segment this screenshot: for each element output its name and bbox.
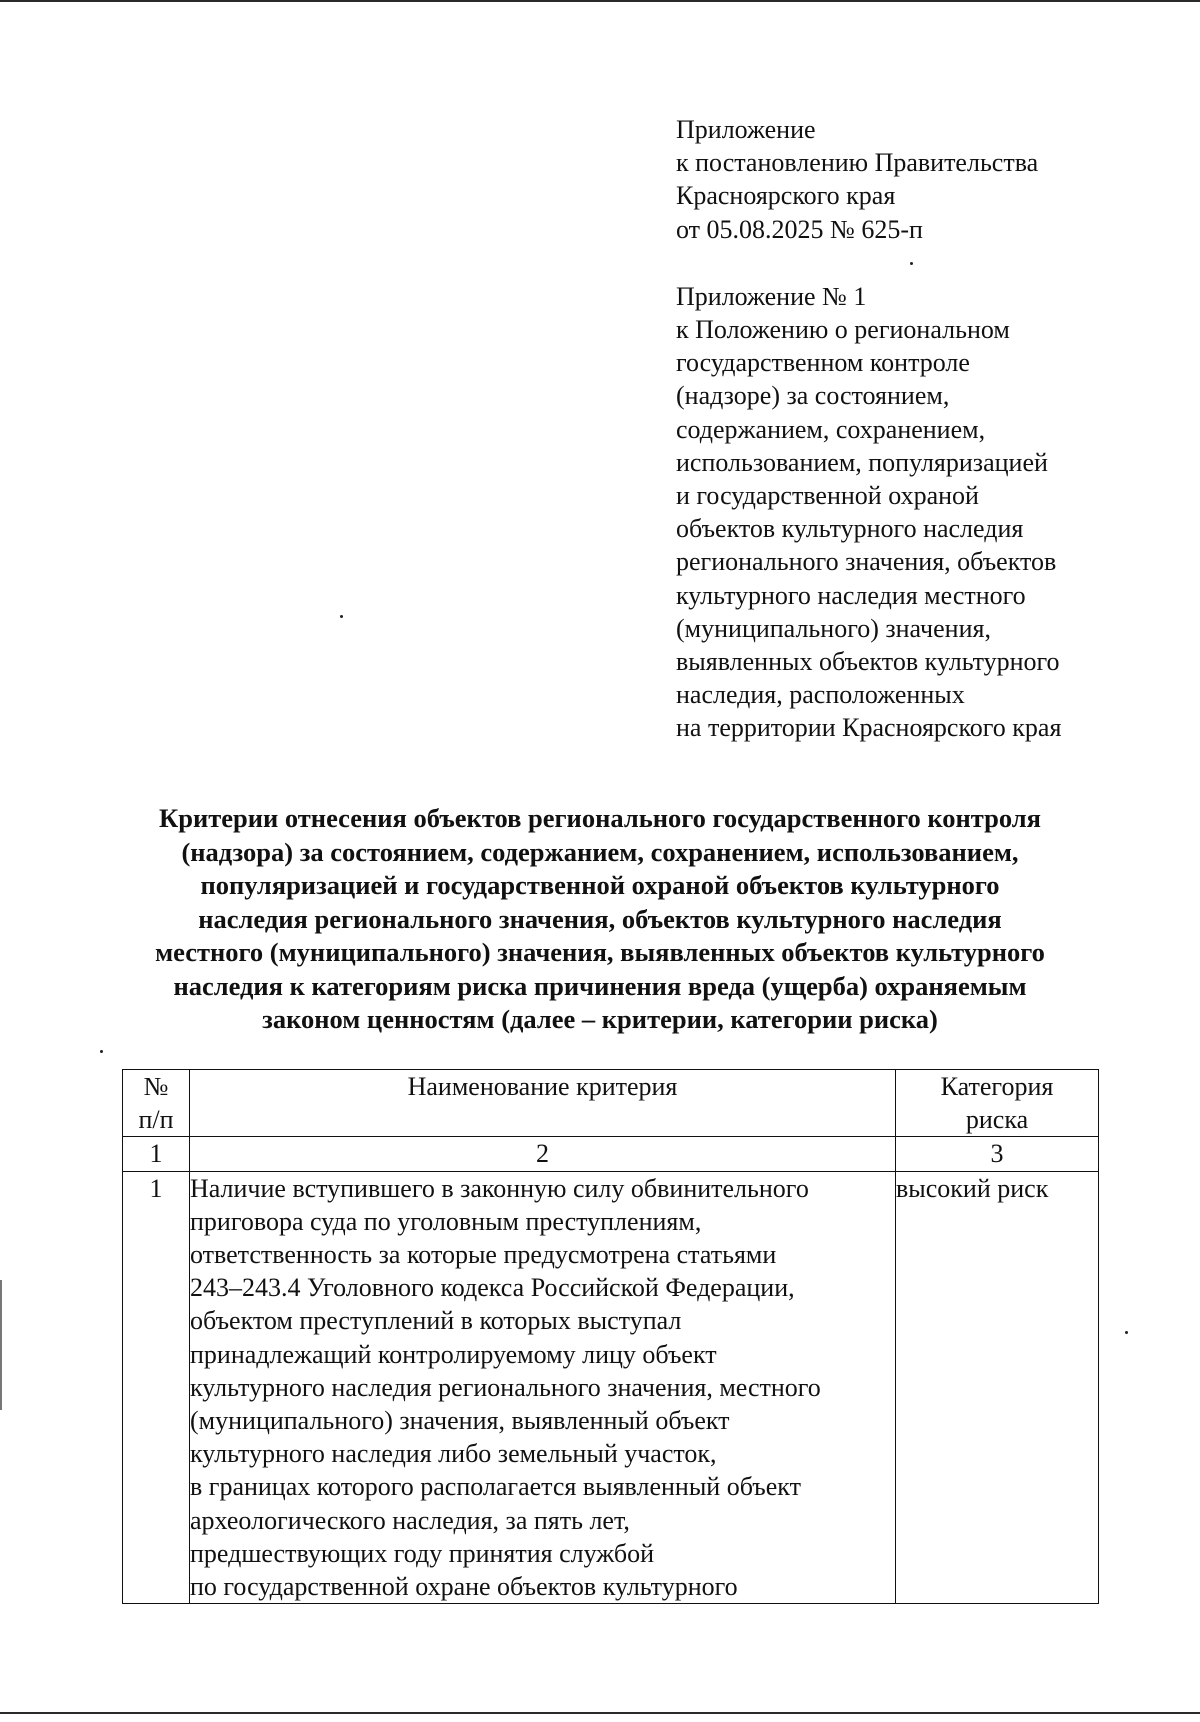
title-line: наследия к категориям риска причинения вреда (ущерба) охраняемым (173, 970, 1027, 1001)
criterion-line: ответственность за которые предусмотрена статьями (190, 1240, 777, 1270)
title-line: популяризацией и государственной охраной объектов культурного (200, 870, 1000, 900)
document-title (100, 802, 1100, 1037)
criterion-line: приговора суда по уголовным преступлениям, (190, 1206, 702, 1236)
header-category (896, 1070, 1099, 1137)
criterion-line: культурного наследия регионального значения, местного (190, 1372, 821, 1402)
appendix-line: к постановлению Правительства (676, 148, 1039, 178)
header-category-line: Категория (940, 1072, 1054, 1101)
criterion-line: археологического наследия, за пять лет, (190, 1505, 630, 1535)
appendix-line: Красноярского края (676, 181, 896, 211)
appendix-line: от 05.08.2025 № 625-п (676, 214, 923, 244)
row-number-cell: 1 (123, 1171, 190, 1604)
criterion-line: в границах которого располагается выявленный объект (190, 1472, 801, 1502)
appendix-line: к Положению о региональном (676, 315, 1010, 345)
title-line: местного (муниципального) значения, выявленных объектов культурного (155, 937, 1045, 967)
scan-bottom-edge (0, 1712, 1200, 1714)
appendix-line: выявленных объектов культурного (676, 647, 1060, 677)
appendix-line: государственном контроле (676, 348, 970, 378)
criterion-line: Наличие вступившего в законную силу обвинительного (190, 1173, 809, 1203)
criterion-name-cell (190, 1171, 896, 1604)
column-number-cell: 3 (896, 1137, 1099, 1171)
column-number-cell: 1 (123, 1137, 190, 1171)
appendix-line: и государственной охраной (676, 481, 979, 511)
appendix-gap (676, 246, 1096, 280)
appendix-line: культурного наследия местного (676, 580, 1026, 610)
title-line: наследия регионального значения, объектов культурного наследия (198, 903, 1002, 934)
appendix-line: Приложение № 1 (676, 281, 867, 311)
column-number-row (123, 1137, 1099, 1171)
appendix-block (676, 113, 1096, 745)
criterion-line: 243–243.4 Уголовного кодекса Российской Федерации, (190, 1273, 795, 1303)
title-line: законом ценностям (далее – критерии, категории риска) (262, 1004, 938, 1034)
title-line: Критерии отнесения объектов регионального государственного контроля (158, 803, 1041, 833)
header-num-line: № (143, 1072, 169, 1101)
header-num (123, 1070, 190, 1137)
appendix-line: регионального значения, объектов (676, 547, 1057, 577)
criteria-table (122, 1069, 1099, 1604)
criterion-line: по государственной охране объектов культурного (190, 1572, 738, 1602)
appendix-line: Приложение (676, 115, 816, 144)
header-num-line: п/п (138, 1105, 174, 1135)
column-number-cell: 2 (190, 1137, 896, 1171)
scan-speck (100, 1050, 103, 1053)
appendix-line: использованием, популяризацией (676, 447, 1048, 477)
scan-top-edge (0, 0, 1200, 2)
header-category-line: риска (965, 1105, 1029, 1135)
scan-speck (1125, 1331, 1128, 1334)
risk-category-cell: высокий риск (896, 1171, 1099, 1604)
criterion-line: (муниципального) значения, выявленный объект (190, 1406, 730, 1436)
appendix-line: наследия, расположенных (676, 680, 965, 710)
criterion-line: принадлежащий контролируемому лицу объект (190, 1339, 717, 1369)
table-header-row (123, 1070, 1099, 1137)
table-row (123, 1171, 1099, 1604)
appendix-line: на территории Красноярского края (676, 713, 1062, 743)
title-line: (надзора) за состоянием, содержанием, сохранением, использованием, (181, 836, 1019, 867)
appendix-line: (муниципального) значения, (676, 613, 991, 643)
appendix-line: объектов культурного наследия (676, 514, 1024, 544)
header-name-line: Наименование критерия (407, 1072, 678, 1101)
header-name (190, 1070, 896, 1137)
criterion-line: предшествующих году принятия службой (190, 1538, 655, 1568)
appendix-line: содержанием, сохранением, (676, 414, 986, 444)
scan-speck (340, 615, 343, 618)
scan-left-edge (0, 1280, 2, 1410)
appendix-line: (надзоре) за состоянием, (676, 381, 950, 411)
criterion-line: культурного наследия либо земельный участок, (190, 1439, 717, 1469)
criterion-line: объектом преступлений в которых выступал (190, 1306, 682, 1336)
